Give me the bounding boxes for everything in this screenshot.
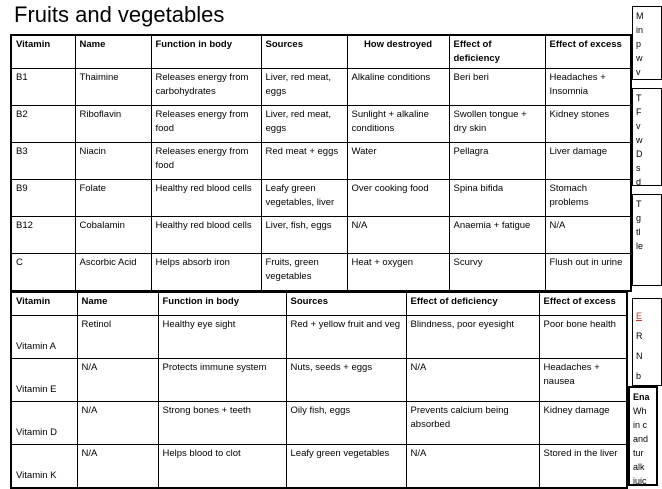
table-cell: N/A (77, 402, 158, 445)
table-cell: Healthy red blood cells (151, 217, 261, 254)
table-cell: Alkaline conditions (347, 69, 449, 106)
side-note-line: p (636, 39, 642, 49)
table-row (11, 143, 631, 180)
side-note-line: T (636, 93, 642, 103)
column-header: Function in body (158, 292, 286, 316)
side-note-line: le (636, 241, 644, 251)
table-cell: Liver, fish, eggs (261, 217, 347, 254)
table-cell: Red meat + eggs (261, 143, 347, 180)
side-note-line: and (633, 434, 649, 444)
side-note-line: v (636, 67, 641, 77)
table-cell: Liver, red meat, eggs (261, 106, 347, 143)
side-note-line: Ena (633, 392, 650, 402)
table-row (11, 254, 631, 292)
table-cell: Fruits, green vegetables (261, 254, 347, 292)
column-header: Function in body (151, 35, 261, 69)
table-cell: Headaches + Insomnia (545, 69, 631, 106)
table-cell: Flush out in urine (545, 254, 631, 292)
table-cell: Folate (75, 180, 151, 217)
table-cell: Nuts, seeds + eggs (286, 359, 406, 402)
page-title: Fruits and vegetables (14, 2, 225, 27)
table-cell: Niacin (75, 143, 151, 180)
table-cell: Vitamin E (11, 359, 77, 402)
table-cell: Vitamin D (11, 402, 77, 445)
column-header: Effect of excess (539, 292, 627, 316)
table-cell: Pellagra (449, 143, 545, 180)
side-note-line: w (636, 135, 643, 145)
column-header: Sources (261, 35, 347, 69)
column-header: Effect of deficiency (449, 35, 545, 69)
table-row (11, 445, 627, 489)
table-cell: B2 (11, 106, 75, 143)
column-header: How destroyed (347, 35, 449, 69)
table-cell: Kidney damage (539, 402, 627, 445)
table-row (11, 106, 631, 143)
fat-soluble-vitamins-table (10, 291, 628, 489)
table-cell: Beri beri (449, 69, 545, 106)
column-header: Vitamin (11, 292, 77, 316)
table-cell: Sunlight + alkaline conditions (347, 106, 449, 143)
table-cell: N/A (406, 445, 539, 489)
side-note-line: tur (633, 448, 644, 458)
column-header: Name (77, 292, 158, 316)
table-cell: Healthy red blood cells (151, 180, 261, 217)
side-note-line: v (636, 121, 641, 131)
table-cell: Strong bones + teeth (158, 402, 286, 445)
side-note-line: D (636, 149, 643, 159)
table-row (11, 69, 631, 106)
side-note-line: N (636, 351, 643, 361)
table-cell: C (11, 254, 75, 292)
table-cell: Oily fish, eggs (286, 402, 406, 445)
side-note-line: F (636, 107, 642, 117)
column-header: Vitamin (11, 35, 75, 69)
side-note-line: in c (633, 420, 648, 430)
table-cell: Vitamin K (11, 445, 77, 489)
table-cell: Releases energy from carbohydrates (151, 69, 261, 106)
side-note-line: w (636, 53, 643, 63)
table-cell: N/A (77, 359, 158, 402)
table-cell: Blindness, poor eyesight (406, 316, 539, 359)
table-row (11, 316, 627, 359)
side-note-line: R (636, 331, 643, 341)
table-cell: Water (347, 143, 449, 180)
table-cell: Over cooking food (347, 180, 449, 217)
side-note-line: b (636, 371, 642, 381)
side-note-line: T (636, 199, 642, 209)
side-note-line: alk (633, 462, 645, 472)
table-cell: Releases energy from food (151, 143, 261, 180)
column-header: Effect of deficiency (406, 292, 539, 316)
side-note-line: tl (636, 227, 641, 237)
side-note-line: s (636, 163, 641, 173)
table-cell: Red + yellow fruit and veg (286, 316, 406, 359)
table-cell: Scurvy (449, 254, 545, 292)
table-cell: Swollen tongue + dry skin (449, 106, 545, 143)
water-soluble-vitamins-table (10, 34, 632, 292)
side-note-line: E (636, 311, 643, 321)
table-cell: Thaimine (75, 69, 151, 106)
table-cell: Stomach problems (545, 180, 631, 217)
table-cell: N/A (545, 217, 631, 254)
table-cell: B9 (11, 180, 75, 217)
side-note-box-4 (632, 298, 662, 386)
table-cell: Leafy green vegetables, liver (261, 180, 347, 217)
table-cell: N/A (347, 217, 449, 254)
table-cell: B1 (11, 69, 75, 106)
table-cell: Retinol (77, 316, 158, 359)
side-note-box-5 (628, 386, 658, 486)
side-note-box-2 (632, 88, 662, 186)
side-note-line: M (636, 11, 644, 21)
table-cell: B12 (11, 217, 75, 254)
side-note-box-1 (632, 6, 662, 80)
table-cell: Liver damage (545, 143, 631, 180)
table-cell: B3 (11, 143, 75, 180)
table-cell: Healthy eye sight (158, 316, 286, 359)
table-cell: Headaches + nausea (539, 359, 627, 402)
table-cell: Heat + oxygen (347, 254, 449, 292)
table-cell: Cobalamin (75, 217, 151, 254)
column-header: Effect of excess (545, 35, 631, 69)
table-cell: Helps blood to clot (158, 445, 286, 489)
table-cell: N/A (406, 359, 539, 402)
table-header-row (11, 35, 631, 69)
table-cell: Protects immune system (158, 359, 286, 402)
column-header: Name (75, 35, 151, 69)
side-note-line: d (636, 177, 642, 187)
table-cell: Prevents calcium being absorbed (406, 402, 539, 445)
table-cell: Liver, red meat, eggs (261, 69, 347, 106)
table-cell: Releases energy from food (151, 106, 261, 143)
table-cell: Poor bone health (539, 316, 627, 359)
table-cell: Stored in the liver (539, 445, 627, 489)
side-note-line: g (636, 213, 642, 223)
table-row (11, 180, 631, 217)
side-note-line: Wh (633, 406, 647, 416)
column-header: Sources (286, 292, 406, 316)
table-cell: Kidney stones (545, 106, 631, 143)
table-cell: Anaemia + fatigue (449, 217, 545, 254)
table-cell: Spina bifida (449, 180, 545, 217)
side-note-line: juic (633, 476, 647, 486)
table-row (11, 359, 627, 402)
table-row (11, 217, 631, 254)
table-header-row (11, 292, 627, 316)
side-note-line: in (636, 25, 644, 35)
table-cell: Riboflavin (75, 106, 151, 143)
table-cell: Leafy green vegetables (286, 445, 406, 489)
table-cell: Helps absorb iron (151, 254, 261, 292)
table-cell: N/A (77, 445, 158, 489)
table-cell: Vitamin A (11, 316, 77, 359)
table-row (11, 402, 627, 445)
table-cell: Ascorbic Acid (75, 254, 151, 292)
side-note-box-3 (632, 194, 662, 286)
